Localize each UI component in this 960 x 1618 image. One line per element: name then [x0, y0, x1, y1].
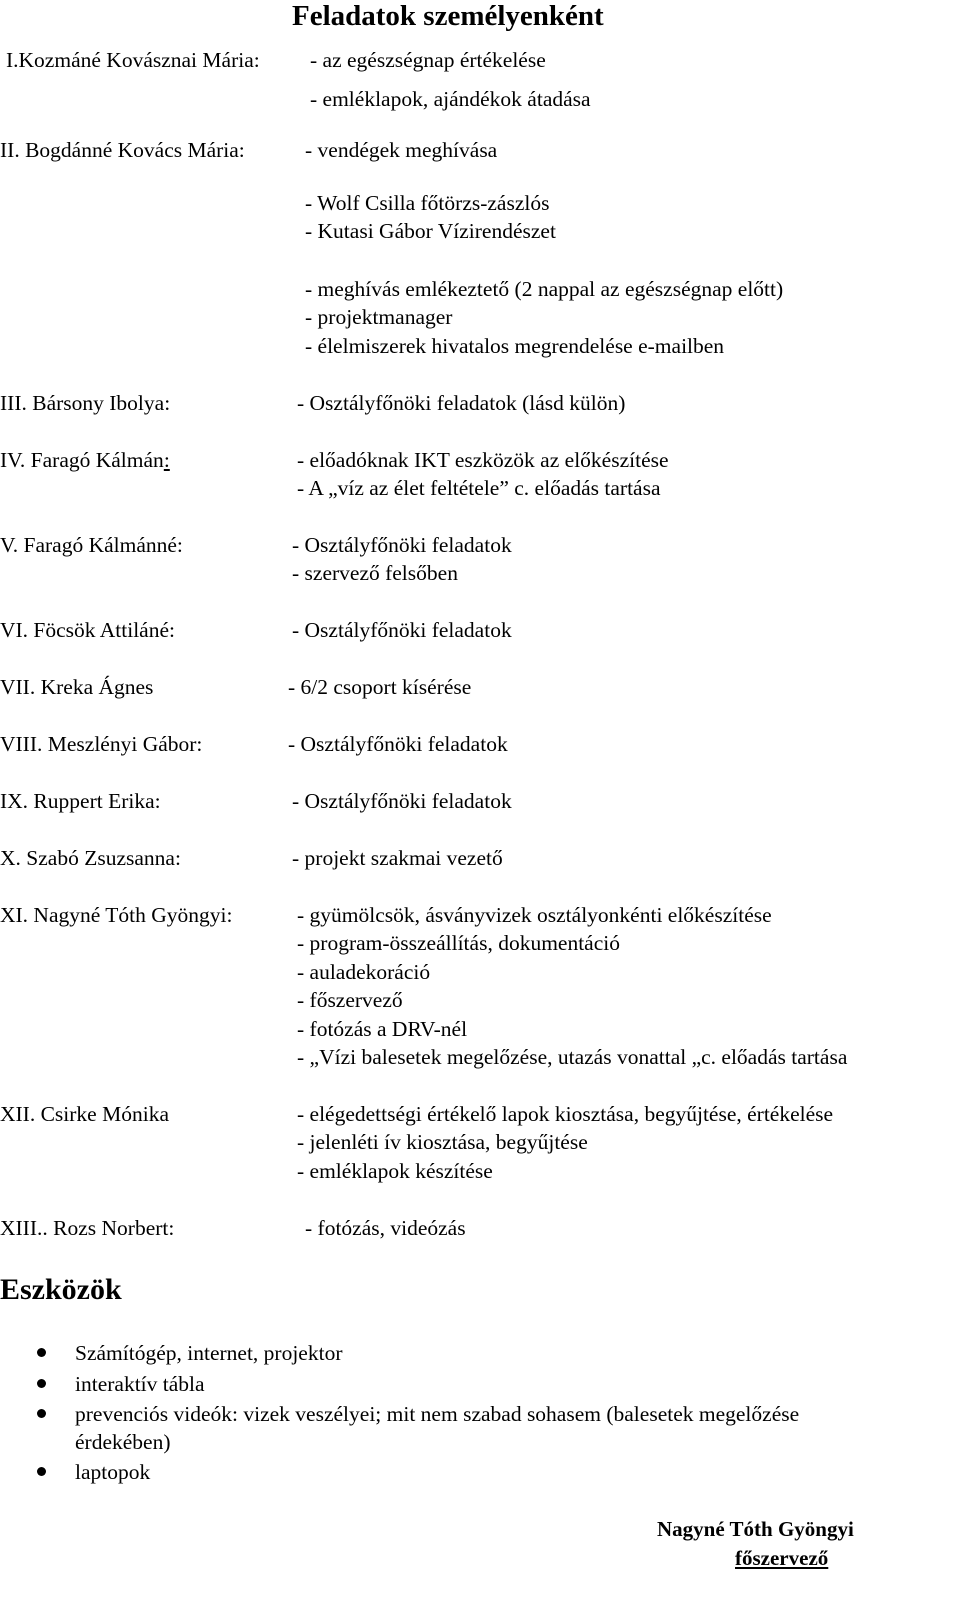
signature-role: főszervező: [735, 1546, 829, 1570]
person-name: V. Faragó Kálmánné:: [0, 533, 183, 557]
task-line: - A „víz az élet feltétele” c. előadás tartása: [297, 476, 661, 500]
bullet-icon: [37, 1467, 46, 1476]
tool-item: laptopok: [75, 1460, 151, 1484]
task-line: - program-összeállítás, dokumentáció: [297, 931, 620, 955]
person-name: XIII.. Rozs Norbert:: [0, 1216, 175, 1240]
task-line: - jelenléti ív kiosztása, begyűjtése: [297, 1130, 588, 1154]
person-name: IV. Faragó Kálmán:: [0, 448, 170, 472]
task-line: - Wolf Csilla főtörzs-zászlós: [305, 191, 550, 215]
task-line: - fotózás a DRV-nél: [297, 1017, 468, 1041]
task-line: - az egészségnap értékelése: [310, 48, 546, 72]
task-line: - emléklapok, ajándékok átadása: [310, 87, 591, 111]
task-line: - fotózás, videózás: [305, 1216, 466, 1240]
bullet-icon: [37, 1348, 46, 1357]
task-line: - Osztályfőnöki feladatok (lásd külön): [297, 391, 626, 415]
task-line: - szervező felsőben: [292, 561, 458, 585]
person-name: VII. Kreka Ágnes: [0, 675, 154, 699]
person-name: I.Kozmáné Kovásznai Mária:: [6, 48, 260, 72]
task-line: - Osztályfőnöki feladatok: [292, 789, 512, 813]
person-name: VI. Föcsök Attiláné:: [0, 618, 175, 642]
tool-item: interaktív tábla: [75, 1372, 205, 1396]
task-line: - Osztályfőnöki feladatok: [292, 618, 512, 642]
task-line: - emléklapok készítése: [297, 1159, 493, 1183]
task-line: - „Vízi balesetek megelőzése, utazás vonattal „c. előadás tartása: [297, 1045, 848, 1069]
person-name: VIII. Meszlényi Gábor:: [0, 732, 203, 756]
task-line: - főszervező: [297, 988, 403, 1012]
tools-heading: Eszközök: [0, 1273, 122, 1306]
task-line: - előadóknak IKT eszközök az előkészítése: [297, 448, 669, 472]
task-line: - elégedettségi értékelő lapok kiosztása, begyűjtése, értékelése: [297, 1102, 834, 1126]
signature-name: Nagyné Tóth Gyöngyi: [657, 1517, 854, 1541]
bullet-icon: [37, 1379, 46, 1388]
task-line: - Osztályfőnöki feladatok: [288, 732, 508, 756]
page-title: Feladatok személyenként: [292, 0, 604, 32]
task-line: - gyümölcsök, ásványvizek osztályonkénti előkészítése: [297, 903, 772, 927]
task-line: - auladekoráció: [297, 960, 431, 984]
task-line: - meghívás emlékeztető (2 nappal az egészségnap előtt): [305, 277, 784, 301]
tool-item: prevenciós videók: vizek veszélyei; mit nem szabad sohasem (balesetek megelőzése: [75, 1402, 800, 1426]
task-line: - vendégek meghívása: [305, 138, 498, 162]
person-name: IX. Ruppert Erika:: [0, 789, 161, 813]
task-line: - projektmanager: [305, 305, 453, 329]
tool-item: Számítógép, internet, projektor: [75, 1341, 343, 1365]
task-line: - 6/2 csoport kísérése: [288, 675, 472, 699]
task-line: - Osztályfőnöki feladatok: [292, 533, 512, 557]
person-name: XII. Csirke Mónika: [0, 1102, 169, 1126]
bullet-icon: [37, 1409, 46, 1418]
person-name: XI. Nagyné Tóth Gyöngyi:: [0, 903, 233, 927]
person-name: X. Szabó Zsuzsanna:: [0, 846, 181, 870]
task-line: - Kutasi Gábor Vízirendészet: [305, 219, 556, 243]
task-line: - élelmiszerek hivatalos megrendelése e-mailben: [305, 334, 725, 358]
person-name: III. Bársony Ibolya:: [0, 391, 171, 415]
tool-item-continued: érdekében): [75, 1430, 171, 1454]
task-line: - projekt szakmai vezető: [292, 846, 503, 870]
person-name: II. Bogdánné Kovács Mária:: [0, 138, 245, 162]
